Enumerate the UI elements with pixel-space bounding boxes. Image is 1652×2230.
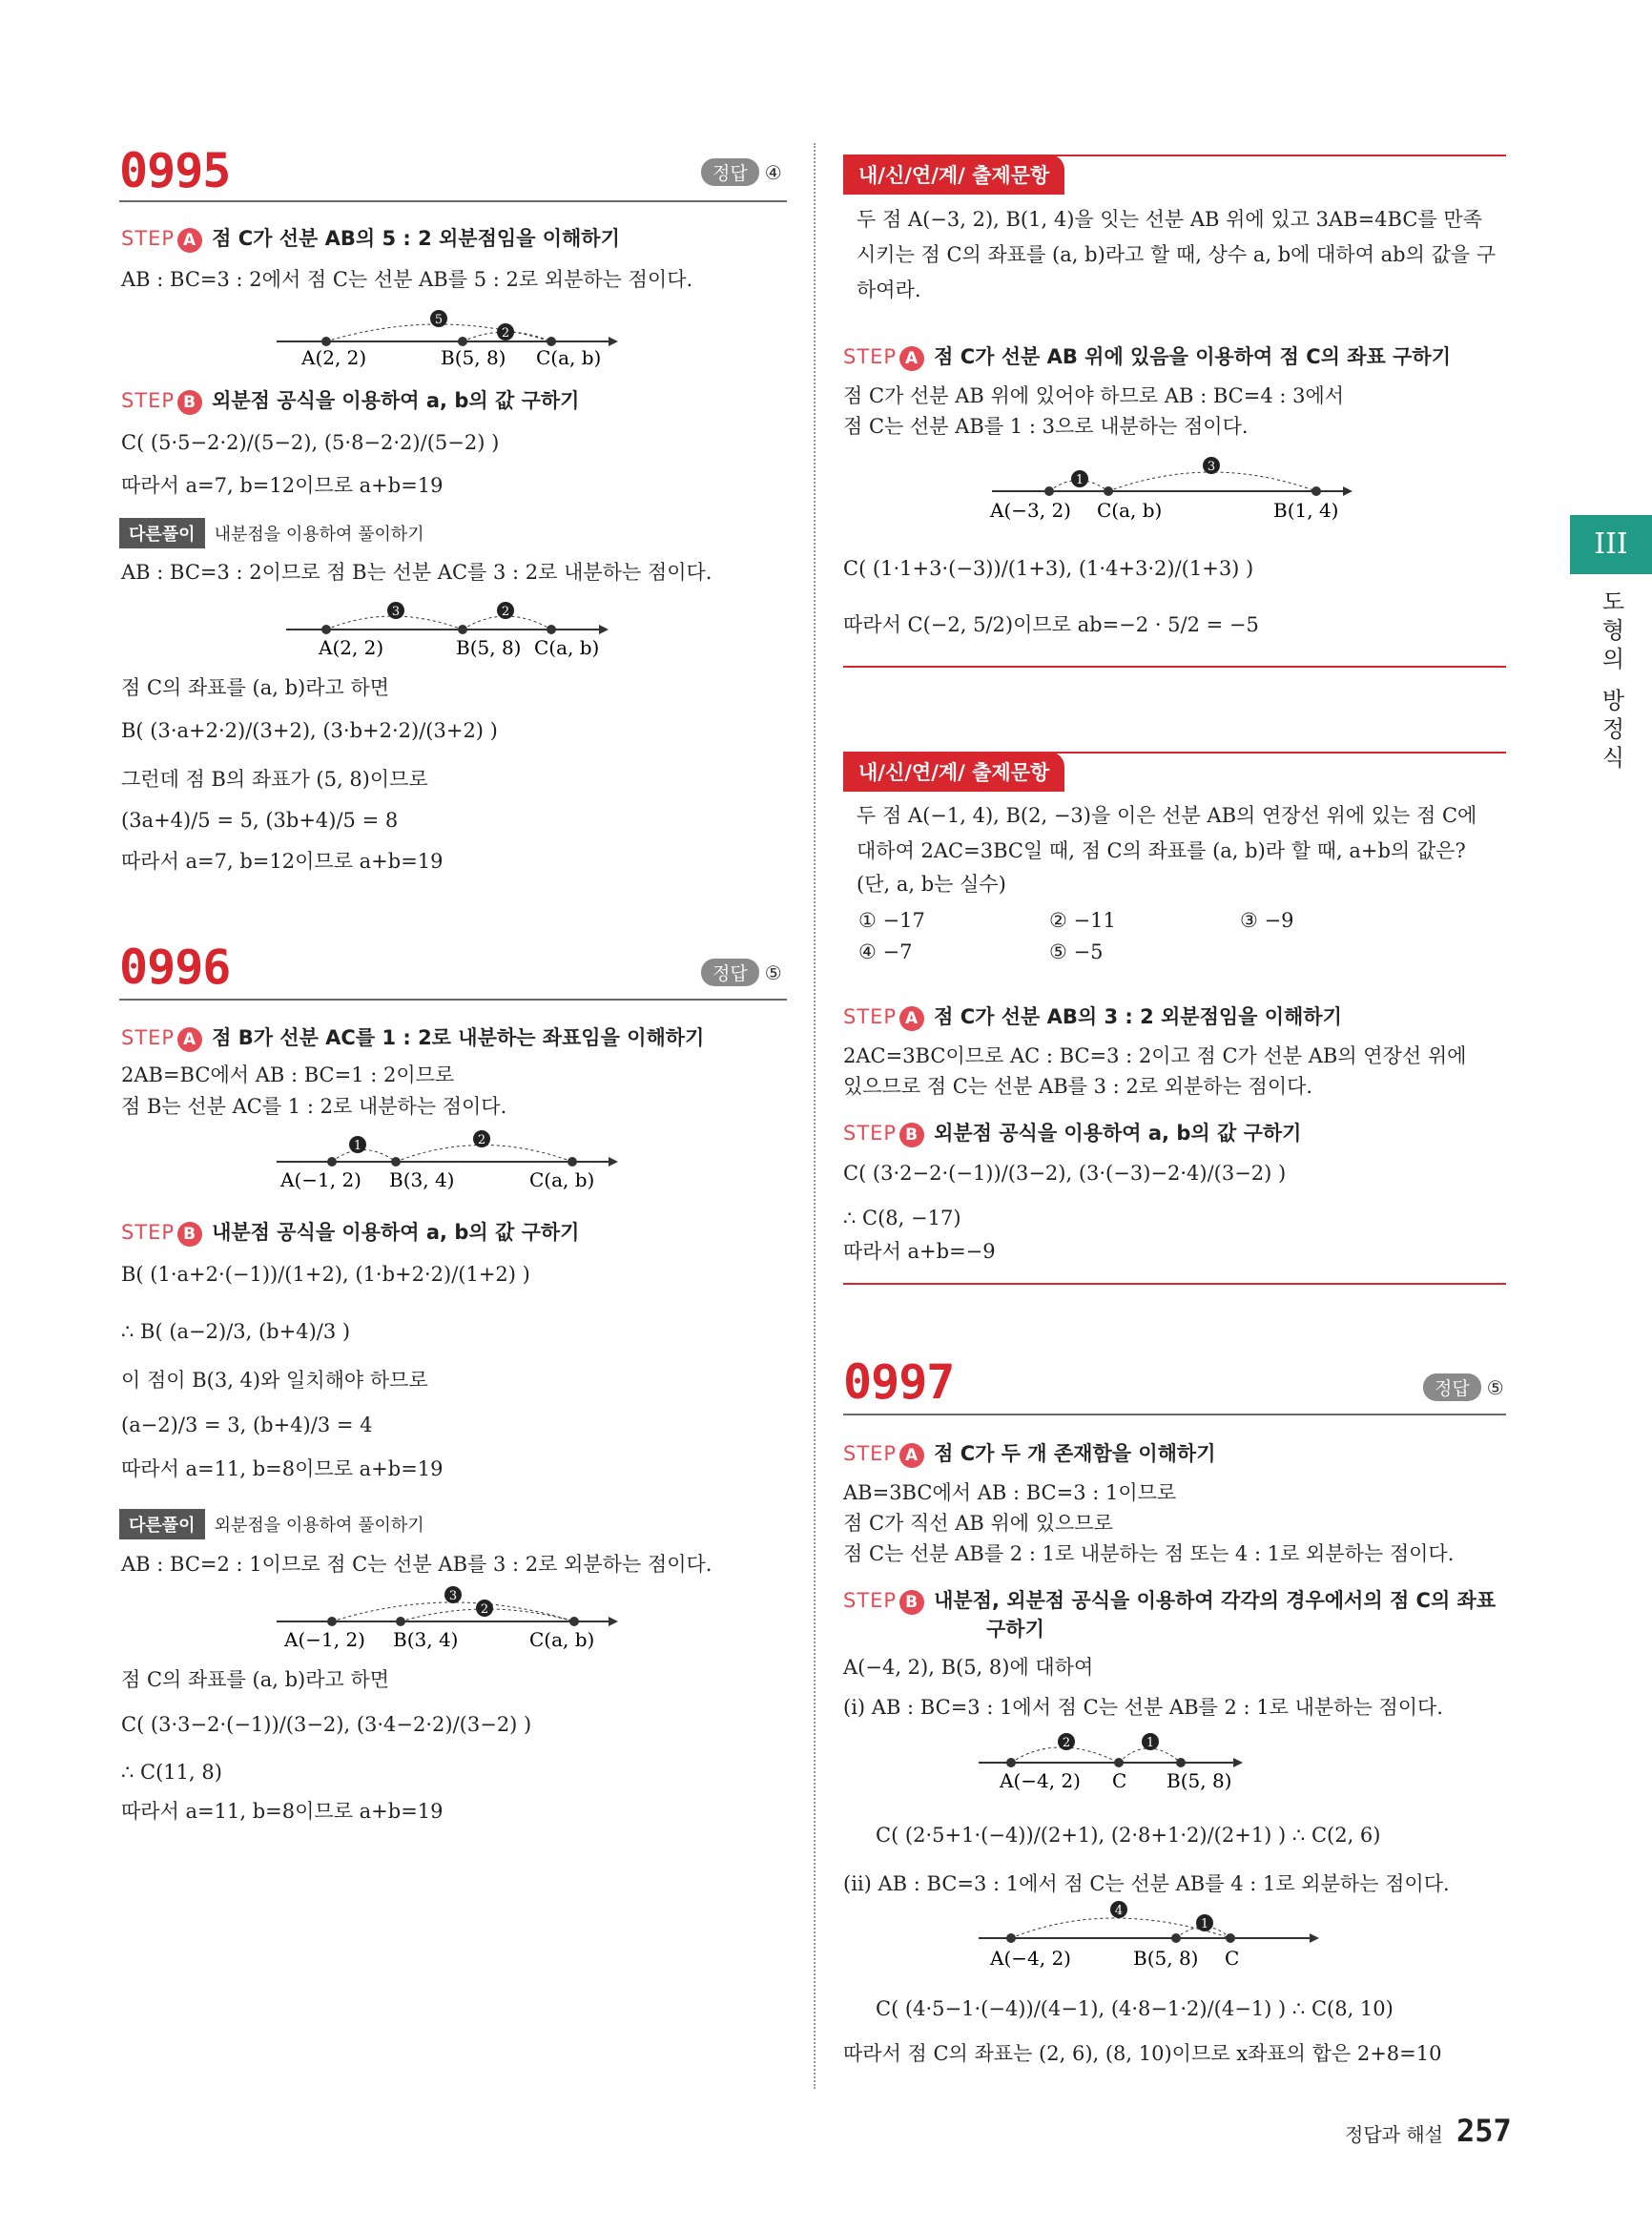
number-line-diagram [267,1124,630,1190]
result-line: 따라서 점 C의 좌표는 (2, 6), (8, 10)이므로 x좌표의 합은 2+8=10 [843,2042,1442,2065]
formula: (a−2)/3 = 3, (b+4)/3 = 4 [121,1414,373,1436]
svg-text:2: 2 [501,326,510,341]
svg-text:C(a, b): C(a, b) [1097,499,1163,522]
text-line: 있으므로 점 C는 선분 AB를 3 : 2로 외분하는 점이다. [843,1075,1313,1098]
text-line: 점 C가 선분 AB 위에 있어야 하므로 AB : BC=4 : 3에서 [843,384,1345,407]
step-b-heading: STEP B 외분점 공식을 이용하여 a, b의 값 구하기 [843,1118,1301,1147]
svg-text:B(5, 8): B(5, 8) [456,636,522,659]
formula: C( (4·5−1·(−4))/(4−1), (4·8−1·2)/(4−1) ) ∴ C(8, 10) [876,1997,1394,2020]
text-line: 점 B는 선분 AC를 1 : 2로 내분하는 점이다. [121,1095,507,1118]
formula: B( (3·a+2·2)/(3+2), (3·b+2·2)/(3+2) ) [121,719,498,742]
number-line-diagram [267,303,630,370]
step-b-heading: STEP B 내분점, 외분점 공식을 이용하여 각각의 경우에서의 점 C의 좌표 [843,1585,1496,1615]
formula: C( (3·2−2·(−1))/(3−2), (3·(−3)−2·4)/(3−2) ) [843,1162,1287,1185]
svg-text:1: 1 [353,1139,362,1153]
question-line: 두 점 A(−3, 2), B(1, 4)을 잇는 선분 AB 위에 있고 3AB=4BC를 만족 [857,208,1482,231]
text-line: 그런데 점 B의 좌표가 (5, 8)이므로 [121,768,428,791]
svg-text:A(−1, 2): A(−1, 2) [280,1168,361,1190]
formula: B( (1·a+2·(−1))/(1+2), (1·b+2·2)/(1+2) ) [121,1263,530,1286]
result-line: 따라서 a=7, b=12이므로 a+b=19 [121,850,444,873]
step-b-heading-cont: 구하기 [986,1618,1044,1641]
formula: C( (3·3−2·(−1))/(3−2), (3·4−2·2)/(3−2) ) [121,1713,532,1736]
svg-text:B(1, 4): B(1, 4) [1273,499,1339,522]
svg-text:A(2, 2): A(2, 2) [319,636,384,659]
svg-text:1: 1 [1200,1917,1209,1931]
choice: ① −17 [858,909,925,932]
svg-text:C: C [1225,1947,1240,1970]
svg-text:3: 3 [448,1589,458,1603]
text-line: 점 C는 선분 AB를 2 : 1로 내분하는 점 또는 4 : 1로 외분하는 점이다. [843,1542,1455,1565]
formula: C( (5·5−2·2)/(5−2), (5·8−2·2)/(5−2) ) [121,431,500,454]
text-line: 점 C는 선분 AB를 1 : 3으로 내분하는 점이다. [843,415,1249,438]
svg-text:B(5, 8): B(5, 8) [441,346,506,369]
svg-text:A(2, 2): A(2, 2) [301,346,367,369]
divider [119,999,787,1001]
svg-text:3: 3 [1207,460,1216,474]
page-footer: 정답과 해설 257 [1345,2113,1512,2149]
svg-text:1: 1 [1146,1736,1155,1750]
section-rule [843,1283,1506,1285]
svg-text:1: 1 [1075,473,1084,487]
svg-text:C: C [1112,1769,1127,1791]
alt-solution-heading: 다른풀이 외분점을 이용하여 풀이하기 [119,1509,424,1539]
answer-badge: 정답 ⑤ [1423,1373,1504,1401]
chapter-title: 도형의 방정식 [1598,589,1624,774]
svg-text:C(a, b): C(a, b) [529,1168,595,1190]
formula: C( (1·1+3·(−3))/(1+3), (1·4+3·2)/(1+3) ) [843,557,1254,580]
problem-number: 0996 [119,939,231,995]
svg-text:A(−1, 2): A(−1, 2) [284,1628,365,1650]
problem-number: 0995 [119,143,231,198]
text-line: (ⅰ) AB : BC=3 : 1에서 점 C는 선분 AB를 2 : 1로 내분하는 점이다. [843,1696,1443,1719]
result-line: 따라서 a=11, b=8이므로 a+b=19 [121,1800,444,1823]
text-line: A(−4, 2), B(5, 8)에 대하여 [843,1656,1094,1679]
number-line-diagram [277,593,620,660]
answer-badge: 정답 ④ [701,158,782,186]
divider [843,1414,1506,1415]
svg-text:2: 2 [477,1133,486,1147]
svg-text:2: 2 [501,605,510,619]
problem-number: 0997 [843,1354,955,1410]
formula: C( (2·5+1·(−4))/(2+1), (2·8+1·2)/(2+1) ) ∴ C(2, 6) [876,1824,1381,1847]
step-a-heading: STEP A 점 C가 선분 AB의 3 : 2 외분점임을 이해하기 [843,1001,1342,1031]
number-line-diagram [971,1898,1333,1970]
question-line: 시키는 점 C의 좌표를 (a, b)라고 할 때, 상수 a, b에 대하여 ab의 값을 구 [857,243,1497,266]
svg-text:2: 2 [480,1602,489,1617]
text-line: (ⅱ) AB : BC=3 : 1에서 점 C는 선분 AB를 4 : 1로 외분하는 점이다. [843,1872,1450,1895]
formula: (3a+4)/5 = 5, (3b+4)/5 = 8 [121,809,399,832]
step-b-heading: STEP B 외분점 공식을 이용하여 a, b의 값 구하기 [121,385,579,415]
choice: ③ −9 [1240,909,1294,932]
svg-text:C(a, b): C(a, b) [529,1628,595,1650]
step-a-heading: STEP A 점 B가 선분 AC를 1 : 2로 내분하는 좌표임을 이해하기 [121,1022,704,1052]
step-b-heading: STEP B 내분점 공식을 이용하여 a, b의 값 구하기 [121,1217,579,1247]
choice: ② −11 [1049,909,1116,932]
question-line: (단, a, b는 실수) [857,873,1006,896]
formula: ∴ C(11, 8) [121,1761,222,1784]
text-line: 점 C의 좌표를 (a, b)라고 하면 [121,676,390,699]
divider [119,200,787,202]
column-separator [814,143,816,2089]
svg-text:C(a, b): C(a, b) [536,346,602,369]
svg-text:2: 2 [1062,1736,1071,1750]
number-line-diagram [971,1724,1257,1791]
svg-text:A(−4, 2): A(−4, 2) [990,1947,1071,1970]
result-line: 따라서 a=7, b=12이므로 a+b=19 [121,474,444,497]
svg-text:B(3, 4): B(3, 4) [393,1628,459,1650]
svg-text:B(5, 8): B(5, 8) [1167,1769,1232,1791]
formula: ∴ B( (a−2)/3, (b+4)/3 ) [121,1320,351,1343]
section-tag: 내/신/연/계/ 출제문항 [843,155,1064,195]
question-line: 대하여 2AC=3BC일 때, 점 C의 좌표를 (a, b)라 할 때, a+b의 값은? [857,839,1466,862]
text-line: AB : BC=3 : 2에서 점 C는 선분 AB를 5 : 2로 외분하는 점이다. [121,268,693,291]
step-a-heading: STEP A 점 C가 두 개 존재함을 이해하기 [843,1438,1216,1468]
formula: ∴ C(8, −17) [843,1207,961,1229]
svg-text:5: 5 [434,313,444,327]
svg-text:C(a, b): C(a, b) [534,636,600,659]
number-line-diagram [982,448,1364,525]
text-line: 2AC=3BC이므로 AC : BC=3 : 2이고 점 C가 선분 AB의 연장선 위에 [843,1044,1467,1067]
svg-text:A(−4, 2): A(−4, 2) [1000,1769,1081,1791]
text-line: 2AB=BC에서 AB : BC=1 : 2이므로 [121,1063,455,1086]
text-line: AB : BC=2 : 1이므로 점 C는 선분 AB를 3 : 2로 외분하는 점이다. [121,1553,712,1576]
step-a-heading: STEP A 점 C가 선분 AB의 5 : 2 외분점임을 이해하기 [121,223,620,253]
alt-solution-heading: 다른풀이 내분점을 이용하여 풀이하기 [119,518,424,548]
svg-text:4: 4 [1114,1904,1124,1918]
svg-text:A(−3, 2): A(−3, 2) [990,499,1071,522]
chapter-tab: III [1570,515,1652,574]
section-tag: 내/신/연/계/ 출제문항 [843,752,1064,792]
answer-badge: 정답 ⑤ [701,959,782,986]
svg-text:3: 3 [391,605,401,619]
result-line: 따라서 a=11, b=8이므로 a+b=19 [121,1457,444,1480]
number-line-diagram [267,1583,630,1650]
svg-text:B(3, 4): B(3, 4) [389,1168,455,1190]
text-line: 점 C의 좌표를 (a, b)라고 하면 [121,1668,390,1691]
result-line: 따라서 a+b=−9 [843,1240,996,1263]
question-line: 두 점 A(−1, 4), B(2, −3)을 이은 선분 AB의 연장선 위에 있는 점 C에 [857,804,1477,827]
choice: ④ −7 [858,940,913,963]
result-line: 따라서 C(−2, 5/2)이므로 ab=−2 · 5/2 = −5 [843,613,1259,636]
svg-text:B(5, 8): B(5, 8) [1133,1947,1199,1970]
text-line: 점 C가 직선 AB 위에 있으므로 [843,1512,1113,1535]
question-line: 하여라. [857,279,921,301]
choice: ⑤ −5 [1049,940,1104,963]
section-rule [843,666,1506,668]
text-line: AB=3BC에서 AB : BC=3 : 1이므로 [843,1481,1177,1504]
text-line: 이 점이 B(3, 4)와 일치해야 하므로 [121,1369,428,1392]
step-a-heading: STEP A 점 C가 선분 AB 위에 있음을 이용하여 점 C의 좌표 구하기 [843,341,1451,371]
text-line: AB : BC=3 : 2이므로 점 B는 선분 AC를 3 : 2로 내분하는 점이다. [121,561,712,584]
